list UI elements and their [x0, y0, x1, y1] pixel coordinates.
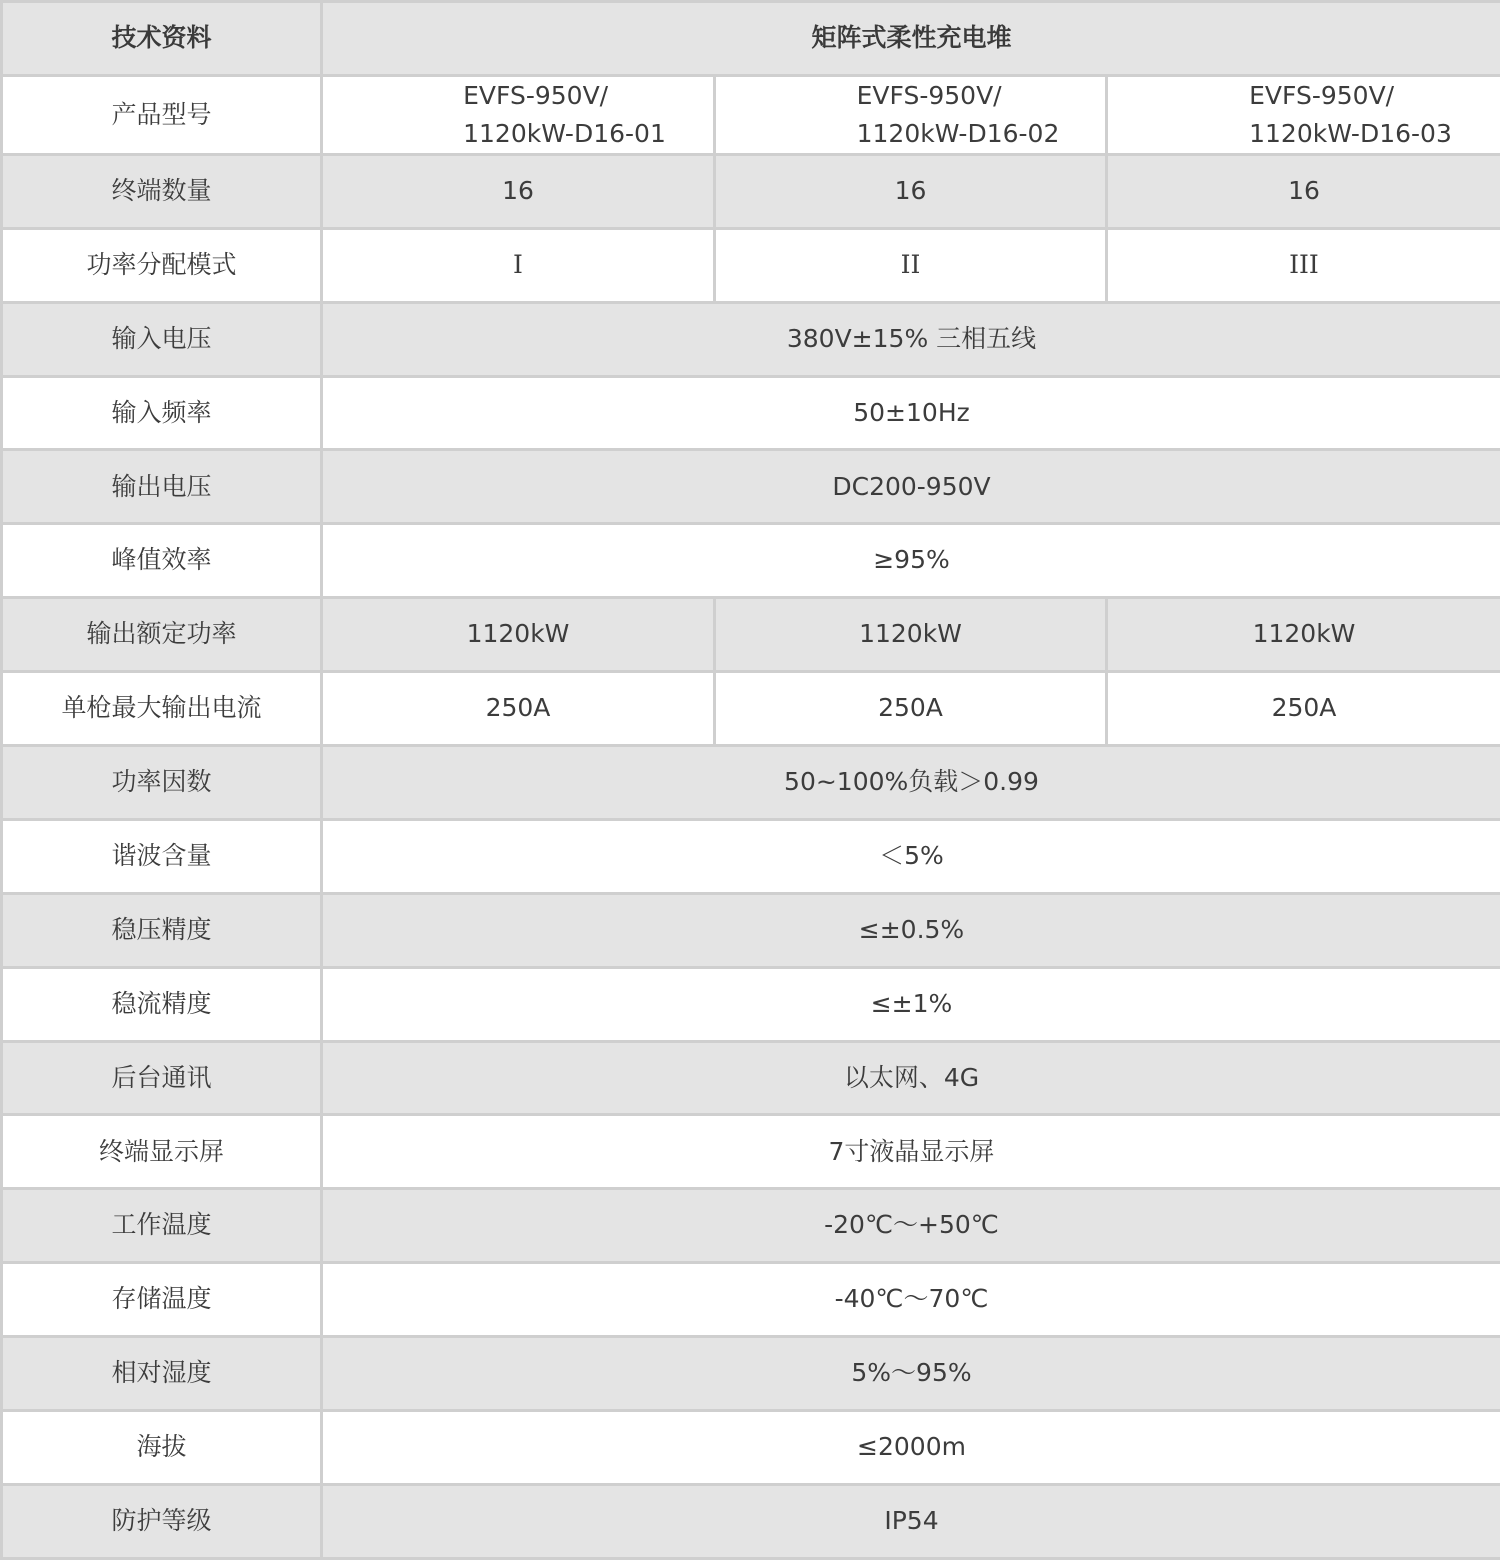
row-value: I [322, 228, 715, 302]
table-row [2, 450, 1500, 524]
row-value: 5%～95% [322, 1337, 1500, 1411]
row-label: 输入电压 [2, 302, 322, 376]
table-row [2, 524, 1500, 598]
table-row [2, 1041, 1500, 1115]
row-value: III [1107, 228, 1500, 302]
model-cell-2 [715, 75, 1107, 154]
row-label: 输出电压 [2, 450, 322, 524]
table-row-model [2, 75, 1500, 154]
row-label: 存储温度 [2, 1263, 322, 1337]
row-label: 功率分配模式 [2, 228, 322, 302]
table-row [2, 302, 1500, 376]
row-label: 功率因数 [2, 746, 322, 820]
row-value: 1120kW [715, 598, 1107, 672]
table-row [2, 228, 1500, 302]
table-row [2, 1189, 1500, 1263]
header-row [2, 2, 1500, 76]
row-value: 16 [322, 154, 715, 228]
row-value: 380V±15% 三相五线 [322, 302, 1500, 376]
row-value: 16 [715, 154, 1107, 228]
row-label: 工作温度 [2, 1189, 322, 1263]
row-label: 相对湿度 [2, 1337, 322, 1411]
header-label: 技术资料 [2, 2, 322, 76]
model-line: EVFS-950V/ [463, 77, 666, 115]
table-row [2, 1337, 1500, 1411]
table-row [2, 376, 1500, 450]
row-label: 海拔 [2, 1411, 322, 1485]
row-value: -20℃～+50℃ [322, 1189, 1500, 1263]
row-value: -40℃～70℃ [322, 1263, 1500, 1337]
row-label: 单枪最大输出电流 [2, 672, 322, 746]
model-line: EVFS-950V/ [857, 77, 1060, 115]
table-row [2, 154, 1500, 228]
row-value: ≥95% [322, 524, 1500, 598]
table-row [2, 819, 1500, 893]
row-value: ≤2000m [322, 1411, 1500, 1485]
model-line: 1120kW-D16-02 [857, 115, 1060, 153]
row-label: 输出额定功率 [2, 598, 322, 672]
header-title: 矩阵式柔性充电堆 [322, 2, 1500, 76]
model-line: 1120kW-D16-01 [463, 115, 666, 153]
row-value: DC200-950V [322, 450, 1500, 524]
row-value: 16 [1107, 154, 1500, 228]
model-line: EVFS-950V/ [1249, 77, 1452, 115]
row-label: 后台通讯 [2, 1041, 322, 1115]
row-value: 1120kW [1107, 598, 1500, 672]
row-value: 250A [715, 672, 1107, 746]
row-value: ≤±0.5% [322, 893, 1500, 967]
table-row [2, 746, 1500, 820]
model-cell-1 [322, 75, 715, 154]
model-line: 1120kW-D16-03 [1249, 115, 1452, 153]
table-row [2, 1484, 1500, 1558]
row-label: 终端数量 [2, 154, 322, 228]
table-row [2, 967, 1500, 1041]
row-label: 稳压精度 [2, 893, 322, 967]
row-value: 50~100%负载＞0.99 [322, 746, 1500, 820]
row-value: 50±10Hz [322, 376, 1500, 450]
table-row [2, 1263, 1500, 1337]
row-value: 以太网、4G [322, 1041, 1500, 1115]
row-label: 输入频率 [2, 376, 322, 450]
row-value: 1120kW [322, 598, 715, 672]
row-value: 250A [1107, 672, 1500, 746]
row-value: IP54 [322, 1484, 1500, 1558]
row-label: 终端显示屏 [2, 1115, 322, 1189]
row-value: 7寸液晶显示屏 [322, 1115, 1500, 1189]
table-row [2, 1411, 1500, 1485]
row-label: 谐波含量 [2, 819, 322, 893]
row-value: ＜5% [322, 819, 1500, 893]
table-row [2, 672, 1500, 746]
table-row [2, 598, 1500, 672]
row-label: 峰值效率 [2, 524, 322, 598]
table-row [2, 893, 1500, 967]
row-label: 产品型号 [2, 75, 322, 154]
row-value: 250A [322, 672, 715, 746]
row-label: 防护等级 [2, 1484, 322, 1558]
model-cell-3 [1107, 75, 1500, 154]
row-label: 稳流精度 [2, 967, 322, 1041]
row-value: II [715, 228, 1107, 302]
table-row [2, 1115, 1500, 1189]
row-value: ≤±1% [322, 967, 1500, 1041]
